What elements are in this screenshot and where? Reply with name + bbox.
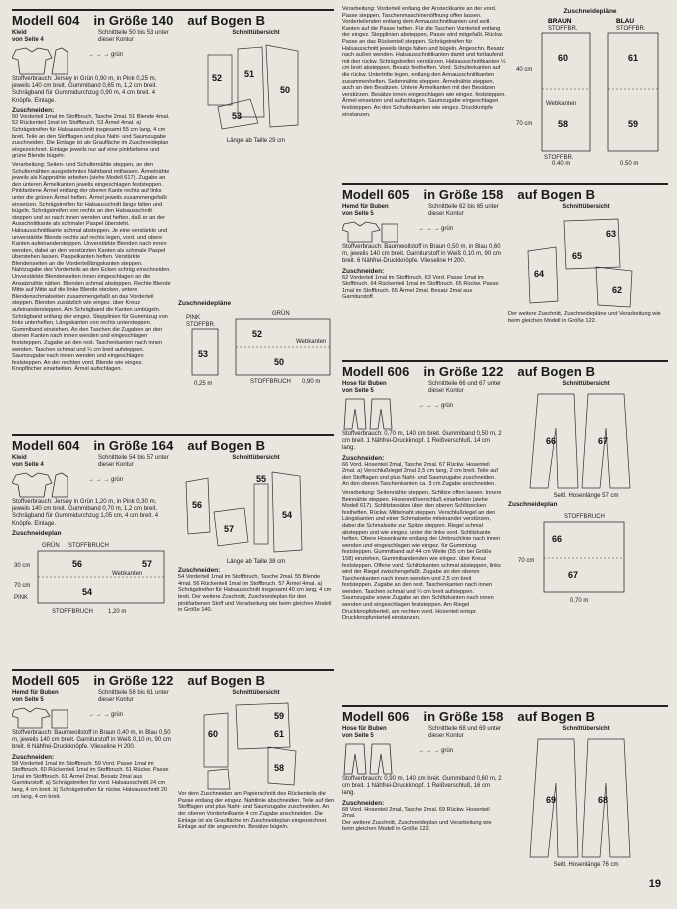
svg-text:65: 65 (572, 251, 583, 262)
section-heading: Modell 605 in Größe 122 auf Bogen B (12, 673, 266, 688)
zuschneideplaene-label: Zuschneidepläne (178, 300, 232, 308)
schnittuebersicht-label: Schnittübersicht (232, 30, 280, 36)
svg-text:58: 58 (274, 763, 285, 774)
svg-text:68: 68 (598, 795, 609, 806)
svg-text:30 cm: 30 cm (14, 562, 31, 569)
svg-text:58: 58 (558, 119, 569, 129)
svg-text:PINK: PINK (14, 594, 29, 601)
pattern-overview-diagram (508, 211, 664, 311)
dress-sketch-icon (12, 46, 68, 76)
cutting-layout-diagram (508, 508, 664, 604)
laenge-caption: Länge ab Taille 29 cm (226, 138, 286, 145)
shirt-sketch-icon (12, 706, 68, 730)
svg-text:0,90 m: 0,90 m (302, 379, 321, 386)
svg-text:53: 53 (198, 349, 209, 360)
cutting-layout-diagram (512, 15, 668, 165)
section-continuation: Verarbeitung: Vorderteil entlang der Ansteckkante an der vord. Passe steppen, Taschenmaschinenöffnung offen lassen. Vorderteilenden entlang dem Armausschnittkanten und seitl. Kanten auf die Passe heften. Für die Taschen Vorderteil entlang der eingez. Stepplinien absteppen, Passe wird mitgefaßt. Rückw. Passe an das Rückenteil steppen. Schrägstreifen für Halsausschnitt jeweils längs falten und bügeln. Angeschn. Besatz nach außen wenden. Halsausschnittkanten damit und fortlaufend mit den rückw. Schrägstreifen verstürzen. Halsausschnittkanten ½ cm breit absteppen. Besatz festheften. Vord. Schulterkanten auf die rückw. Untertritte legen, entlang den Armausschnittkanten zusammenheften. Seitennähte steppen. Ärmelnähte steppen, auch an den Besätzen. Untere Ärmelkanten mit den Besätzen verstürzen. Besätze innen eingeschlagen wie eingez. feststeppen. Ärmel einsetzen und aufschlagen. Saumzugabe eingeschlagen feststeppen. An den Schulterkanten wie eingez. Druckknöpfe einstanzen. Zuschneidepläne BRAUN STOFFBR. BLAU STOFFBR. STOFFBR. 0,40 m 0,50 m 40 cm 70 cm Webkanten 60 58 61 59 (342, 6, 668, 180)
svg-text:GRÜN: GRÜN (42, 542, 60, 549)
section-modell-604-164: Modell 604 in Größe 164 auf Bogen B Kleid von Seite 4 Schnittteile 54 bis 57 unter dieser Kontur → → → grün Stoffverbrauch: Jersey in Grün 1,20 m, in Pink 0,30 m, jeweils 140 cm breit. Gummiband 0,70 m, 1,2 cm breit. Schrägband für Gummidurchzug 1,05 cm, 4 cm breit. 4 Knöpfe. Einlage. Zuschneideplan GRÜN STOFFBRUCH STOFFBRUCH 1,20 m 70 cm 30 cm PINK Webkanten 56 57 54 Schnittübersicht 56 55 57 54 Länge ab Taille 38 cm Zuschneiden: 54 Vorderteil 1mal im Stoffbruch, Tasche 2mal. 55 Blende 4mal. 56 Rückenteil 1mal im Stoffbruch. 57 Ärmel 4mal. a) Schrägstreifen für Halsausschnitt insgesamt 40 cm lang, 4 cm breit. Der weitere Zuschnitt, Zuschneideplan für den pinkfarbenen Stoff und Verarbeitung wie beim gleichen Modell in Größe 140. (12, 434, 334, 666)
svg-text:70 cm: 70 cm (516, 121, 533, 127)
verarbeitung-text: Verarbeitung: Seiten- und Schulternähte steppen, an den Schulternähten ausgedehntes Nahtband mitfassen. Ärmelnähte jeweils als Kappnähte arbeiten (siehe Modell 617). Zugabe an den unteren Ärmelkanten jeweils eingeschlagen feststeppen. Pinkfarbene Ärmel entlang der oberen Kante rechts auf links unter die grünen Ärmel heften. Ärmel jeweils zusammengefaßt einsetzen. Schrägstreifen für Halsausschnitt längs falten und bügeln. Schrägstreifen von rechts an den Halsausschnitt steppen und so nach innen wenden und heften, daß er an der Ausschnittkante als schmaler Paspel übersteht. Halsausschnittkante schmal absteppen. Je eine verstärkte und unverstärkte Blende rechts auf rechts legen, vord. und obere Kanten aufeinandersteppen. Unverstärkte Blenden nach innen wenden, dabei an den verstürzten Kanten als schmale Paspel überstehen lassen. Paspelkanten heften. Verstärkte Blendenseiten an die Vorderteillängskanten steppen. Nahtzugabe des Vorderteils an den Ecken schräg einschneiden. Unverstärkte Blendenseiten innen eingeschlagen an die Ansatznähte nähen. Blenden schmal absteppen. Rechte Blende Mitte auf Mitte auf die linke Blende stecken, untere Blendenschmalseiten zusammengefaßt an das Vorderteil steppen. Blenden zusätzlich wie eingez. über Kreuz aufeinandersteppen. Am Schrägband die Kanten umbügeln. Schrägband entlang der eingez. Stepplinien für Gummizug von links unterheften, Längskanten von rechts untersteppen. Gummiband einziehen. An den Taschen die Zugaben an den oberen Kanten nach innen wenden und eingeschlagen feststeppen. Zugabe an den rest. Taschenkanten nach innen wenden. Taschen schmal und ¼ cm breit aufsteppen. Saumzugabe nach innen wenden und eingeschlagen feststeppen. An der rechten vord. Blende wie eingez. Knopflöcher einarbeiten. Ärmel aufschlagen. (12, 161, 171, 373)
section-heading: Modell 606 in Größe 158 auf Bogen B (342, 709, 596, 724)
cutting-layout-diagram (178, 307, 334, 387)
svg-text:54: 54 (82, 586, 93, 597)
section-modell-604-140: Modell 604 in Größe 140 auf Bogen B Kleid von Seite 4 Schnittteile 50 bis 53 unter dieser Kontur → → → grün Stoffverbrauch: Jersey in Grün 0,90 m, in Pink 0,25 m, jeweils 140 cm breit. Gummiband 0,65 m, 1,2 cm breit. Schrägband für Gummidurchzug 0,90 m, 4 cm breit. 4 Knöpfe. Einlage. Zuschneiden: 50 Vorderteil 1mal im Stoffbruch, Tasche 2mal. 51 Blende 4mal. 52 Rückenteil 1mal im Stoffbruch. 53 Ärmel 4mal. a) Schrägstreifen für Halsausschnitt insgesamt 55 cm lang, 4 cm breit. Teile an den Stofflagen und plus Naht- und Saumzugabe zuschneiden. Die Einlage ist als Graufläche im Zuschneideplan eingezeichnet. Einlage jeweils nur auf eine pinkfarbene und grüne Blende bügeln. Verarbeitung: Seiten- und Schulternähte steppen, an den Schulternähten ausgedehntes Nahtband mitfassen. Ärmelnähte jeweils als Kappnähte arbeiten (siehe Modell 617). Zugabe an den unteren Ärmelkanten jeweils eingeschlagen feststeppen. Pinkfarbene Ärmel entlang der oberen Kante rechts auf links unter die grünen Ärmel heften. Ärmel jeweils zusammengefaßt einsetzen. Schrägstreifen für Halsausschnitt längs falten und bügeln. Schrägstreifen von rechts an den Halsausschnitt steppen und so nach innen wenden und heften, daß er an der Ausschnittkante als schmaler Paspel übersteht. Halsausschnittkante schmal absteppen. Je eine verstärkte und unverstärkte Blende rechts auf rechts legen, vord. und obere Kanten aufeinandersteppen. Unverstärkte Blenden nach innen wenden, dabei an den verstürzten Kanten als schmale Paspel überstehen lassen. Paspelkanten heften. Verstärkte Blendenseiten an die Vorderteillängskanten steppen. Nahtzugabe des Vorderteils an den Ecken schräg einschneiden. Unverstärkte Blendenseiten innen eingeschlagen an die Ansatznähte nähen. Blenden schmal absteppen. Rechte Blende Mitte auf Mitte auf die linke Blende stecken, untere Blendenschmalseiten zusammengefaßt an das Vorderteil steppen. Blenden zusätzlich wie eingez. über Kreuz aufeinandersteppen. Am Schrägband die Kanten umbügeln. Schrägband entlang der eingez. Stepplinien für Gummizug von links unterheften, Längskanten von rechts untersteppen. Gummiband einziehen. An den Taschen die Zugaben an den oberen Kanten nach innen wenden und eingeschlagen feststeppen. Zugabe an den rest. Taschenkanten nach innen wenden. Taschen schmal und ¼ cm breit aufsteppen. Saumzugabe nach innen wenden und eingeschlagen feststeppen. An der rechten vord. Blende wie eingez. Knopflöcher einarbeiten. Ärmel aufschlagen. Schnittübersicht 52 51 50 53 Länge ab Taille 29 cm Zuschneidepläne PINK STOFFBR. GRÜN STOFFBRUCH 0,25 m 0,90 m Webkanten 52 53 50 (12, 9, 334, 431)
svg-text:66: 66 (546, 436, 557, 447)
svg-text:STOFFBR.: STOFFBR. (548, 26, 578, 32)
section-heading: Modell 604 in Größe 140 auf Bogen B (12, 13, 266, 28)
section-modell-605-122: Modell 605 in Größe 122 auf Bogen B Hemd für Buben von Seite 5 Schnittteile 58 bis 61 unter dieser Kontur → → → grün Stoffverbrauch: Baumwollstoff in Braun 0,40 m, in Blau 0,50 m, jeweils 140 cm breit. Garniturstoff in Weiß 0,10 m, 90 cm breit. 6 Nähfrei-Druckknöpfe. Vlieseline H 200. Zuschneiden: 58 Vorderteil 1mal im Stoffbruch. 59 Vord. Passe 1mal im Stoffbruch. 60 Rückenteil 1mal im Stoffbruch. 61 Rückw. Passe 1mal im Stoffbruch. 61 Ärmel 2mal. Besatz 2mal aus Garniturstoff. a) Schrägstreifen für vord. Halsausschnitt 24 cm lang, 4 cm breit. b) Schrägstreifen für rückw. Halsausschnitt 20 cm lang, 4 cm breit. Schnittübersicht 60 59 61 58 Vor dem Zuschneiden am Papierschnitt des Rückenteils die Passe entlang der eingez. Nahtlinie abschneiden. Teile auf den Stofflagen und plus Naht- und Saumzugabe zuschneiden. An der oberen Vorderteilkante 4 cm Zugabe anschneiden. Die Einlage ist als Graufläche im Zuschneideplan eingezeichnet. Einlage auf die angezeichn. Besätze bügeln. (12, 669, 334, 883)
dress-sketch-icon (12, 471, 68, 499)
svg-text:0,40 m: 0,40 m (552, 161, 571, 165)
piece-number: 52 (212, 73, 223, 84)
section-heading: Modell 605 in Größe 158 auf Bogen B (342, 187, 596, 202)
svg-text:55: 55 (256, 474, 267, 485)
pattern-overview-diagram (178, 697, 334, 791)
svg-text:STOFFBRUCH: STOFFBRUCH (52, 608, 93, 615)
stoffverbrauch: Stoffverbrauch: Jersey in Grün 1,20 m, in Pink 0,30 m, jeweils 140 cm breit. Gummiband 0,70 m, 1,2 cm breit. Schrägband für Gummidurchzug 1,05 cm, 4 cm breit. 4 Knöpfe. Einlage. (12, 499, 159, 527)
svg-text:0,25 m: 0,25 m (194, 381, 213, 388)
svg-text:69: 69 (546, 795, 557, 806)
svg-text:STOFFBRUCH: STOFFBRUCH (68, 542, 109, 549)
pattern-overview-diagram (508, 388, 664, 492)
shirt-sketch-icon (342, 220, 398, 244)
svg-text:STOFFBRUCH: STOFFBRUCH (250, 379, 291, 386)
svg-text:67: 67 (598, 436, 609, 447)
svg-text:56: 56 (192, 500, 203, 511)
svg-text:0,70 m: 0,70 m (570, 598, 589, 605)
svg-text:STOFFBR.: STOFFBR. (616, 26, 646, 32)
svg-text:0,50 m: 0,50 m (620, 161, 639, 165)
svg-text:63: 63 (606, 229, 617, 240)
trousers-sketch-icon (342, 397, 398, 431)
svg-text:61: 61 (628, 53, 639, 63)
svg-text:50: 50 (274, 357, 285, 368)
svg-text:54: 54 (282, 510, 293, 521)
stoffverbrauch: Stoffverbrauch: Jersey in Grün 0,90 m, in Pink 0,25 m, jeweils 140 cm breit. Gummiband 0,65 m, 1,2 cm breit. Schrägband für Gummidurchzug 0,90 m, 4 cm breit. 4 Knöpfe. Einlage. (12, 76, 158, 104)
page-number: 19 (648, 878, 661, 890)
svg-text:70 cm: 70 cm (14, 582, 31, 589)
svg-text:Webkanten: Webkanten (296, 339, 327, 346)
svg-text:Webkanten: Webkanten (546, 101, 577, 107)
svg-text:59: 59 (628, 119, 639, 129)
trousers-sketch-icon (342, 742, 398, 776)
cutting-layout-diagram (12, 537, 172, 617)
garment-type: Kleid (12, 30, 27, 36)
svg-text:62: 62 (612, 285, 623, 296)
svg-text:BLAU: BLAU (616, 18, 635, 25)
svg-text:64: 64 (534, 269, 545, 280)
svg-text:60: 60 (558, 53, 569, 63)
section-modell-606-122: Modell 606 in Größe 122 auf Bogen B Hose für Buben von Seite 5 Schnittteile 66 und 67 unter dieser Kontur → → → grün Stoffverbrauch: 0,70 m, 140 cm breit. Gummiband 0,50 m, 2 cm breit. 1 Nähfrei-Druckknopf. 1 Reißverschluß, 14 cm lang. Zuschneiden: 66 Vord. Hosenteil 2mal, Tasche 2mal. 67 Rückw. Hosenteil 2mal. a) Verschlußriegel 2mal 2,5 cm lang, 2 cm breit. Teile auf den Stofflagen und plus Naht- und Saumzugabe zuschneiden. An den oberen Taschenkanten ca. 3 cm Zugabe anschneiden. Verarbeitung: Seitennähte steppen, Schlitze offen lassen. Innere Beinnähte steppen. Hosenreißverschluß einarbeiten (siehe Modell 617). Schlitzbesätze über den oberen Schlitzecken festheften. Rückw. Mittelnaht steppen. Verschlußriegel an den Längskanten und einer Schmalseite miteinander verstürzen, dabei die Schmalseite zur Spitze steppen. Riegel schmal absteppen und wie eingez. unter die linke vord. Schlitzkante heften. Obere Hosenkante entlang der Umbruchlinie nach innen wenden und eingeschlagen wie eingez. für Gummizug feststeppen. Gummiband auf 44 cm Weite (55 cm bei Größe 158) einziehen, Gummibandenden wie eingez. über Kreuz feststeppen. Offene vord. Schlitzkanten schmal absteppen, links wird der Riegel zwischengefaßt. Zugabe an den oberen Taschenkanten nach innen wenden und 2,5 cm breit feststeppen. Zugabe an den rest. Taschenkanten nach innen wenden. Taschen schmal und ¼ cm breit aufsteppen. Saumzugabe sowie Zugabe an den Schlitzkanten nach innen wenden und eingeschlagen feststeppen. Am Riegel Druckknopfoberteil, am rechten vord. Hosenteil entspr. Druckknopfunterteil einstanzen. Schnittübersicht 66 67 Seitl. Hosenlänge 57 cm Zuschneideplan STOFFBRUCH 0,70 m 70 cm 66 67 (342, 360, 668, 702)
pattern-overview-diagram (178, 37, 334, 137)
svg-text:Webkanten: Webkanten (112, 570, 143, 577)
svg-text:GRÜN: GRÜN (272, 311, 290, 318)
piece-number: 53 (232, 111, 243, 122)
svg-text:56: 56 (72, 558, 83, 569)
svg-text:61: 61 (274, 729, 285, 740)
svg-text:1,20 m: 1,20 m (108, 608, 127, 615)
svg-text:60: 60 (208, 729, 219, 740)
right-column (342, 6, 668, 909)
svg-text:STOFFBRUCH: STOFFBRUCH (564, 514, 605, 521)
piece-number: 50 (280, 85, 291, 96)
section-modell-605-158: Modell 605 in Größe 158 auf Bogen B Hemd für Buben von Seite 5 Schnittteile 62 bis 65 unter dieser Kontur → → → grün Stoffverbrauch: Baumwollstoff in Braun 0,50 m, in Blau 0,60 m, jeweils 140 cm breit. Garniturstoff in Weiß 0,10 m, 90 cm breit. 6 Nähfrei-Druckknöpfe. Vlieseline H 200. Zuschneiden: 62 Vorderteil 1mal im Stoffbruch. 63 Vord. Passe 1mal im Stoffbruch. 64 Rückenteil 1mal im Stoffbruch. 65 Rückw. Passe 1mal im Stoffbruch. 65 Ärmel 2mal. Besatz 2mal aus Garniturstoff. Schnittübersicht 63 64 65 62 Der weitere Zuschnitt, Zuschneidepläne und Verarbeitung wie beim gleichen Modell in Größe 122. (342, 183, 668, 357)
svg-text:67: 67 (568, 570, 579, 581)
svg-text:59: 59 (274, 711, 285, 722)
svg-text:57: 57 (224, 524, 235, 535)
section-heading: Modell 604 in Größe 164 auf Bogen B (12, 438, 266, 453)
pattern-overview-diagram (508, 733, 664, 861)
schnittteile-note: Schnittteile 50 bis 53 unter dieser Kontur (98, 30, 169, 43)
svg-text:70 cm: 70 cm (518, 558, 535, 565)
zuschneiden-text: 50 Vorderteil 1mal im Stoffbruch, Tasche 2mal. 51 Blende 4mal. 52 Rückenteil 1mal im Stoffbruch. 53 Ärmel 4mal. a) Schrägstreifen für Halsausschnitt insgesamt 55 cm lang, 4 cm breit. Teile an den Stofflagen und plus Naht- und Saumzugabe zuschneiden. Die Einlage ist als Graufläche im Zuschneideplan eingezeichnet. Einlage jeweils nur auf eine pinkfarbene und grüne Blende bügeln. (12, 113, 170, 160)
left-column (12, 6, 334, 883)
svg-text:40 cm: 40 cm (516, 67, 533, 73)
section-heading: Modell 606 in Größe 122 auf Bogen B (342, 364, 596, 379)
svg-text:BRAUN: BRAUN (548, 18, 572, 25)
svg-text:STOFFBR.: STOFFBR. (544, 155, 574, 161)
svg-text:66: 66 (552, 534, 563, 545)
piece-number: 51 (244, 69, 255, 80)
svg-text:PINK: PINK (186, 315, 201, 322)
svg-text:STOFFBR.: STOFFBR. (186, 322, 216, 329)
stoffverbrauch: Stoffverbrauch: Baumwollstoff in Braun 0,40 m, in Blau 0,50 m, jeweils 140 cm breit. Garniturstoff in Weiß 0,10 m, 90 cm breit. 6 Nähfrei-Druckknöpfe. Vlieseline H 200. (12, 730, 171, 751)
svg-text:52: 52 (252, 329, 263, 340)
svg-text:57: 57 (142, 558, 153, 569)
pattern-overview-diagram (178, 462, 334, 558)
section-modell-606-158: Modell 606 in Größe 158 auf Bogen B Hose für Buben von Seite 5 Schnittteile 68 und 69 unter dieser Kontur → → → grün Stoffverbrauch: 0,90 m, 140 cm breit. Gummiband 0,60 m, 2 cm breit. 1 Nähfrei-Druckknopf. 1 Reißverschluß, 16 cm lang. Zuschneiden: 68 Vord. Hosenteil 2mal, Tasche 2mal. 69 Rückw. Hosenteil 2mal. Der weitere Zuschnitt, Zuschneideplan und Verarbeitung wie beim gleichen Modell in Größe 122. Schnittübersicht 69 68 Seitl. Hosenlänge 76 cm (342, 705, 668, 909)
